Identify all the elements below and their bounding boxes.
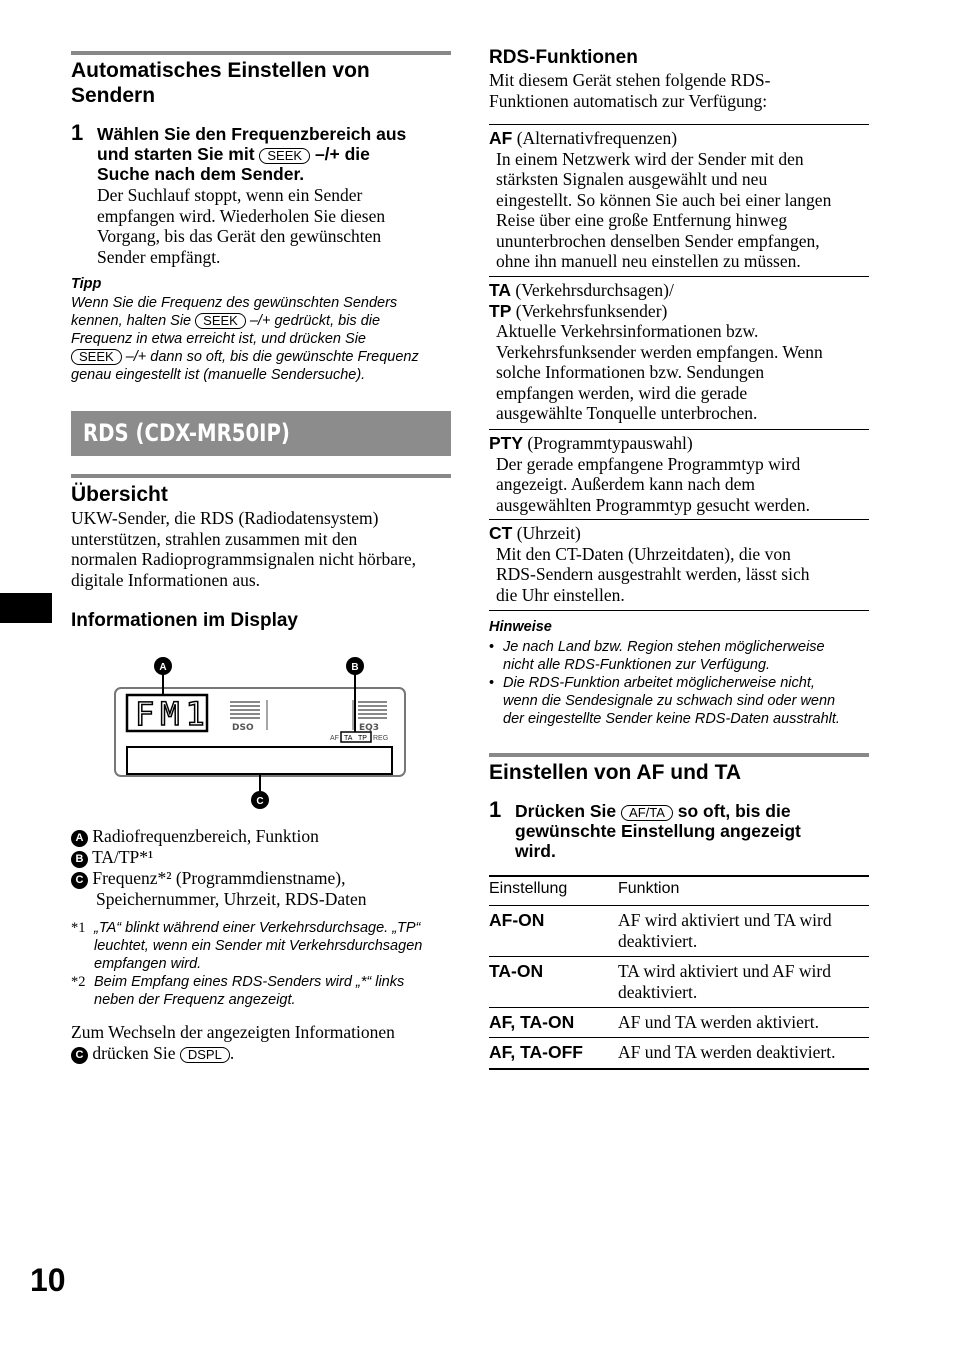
notes-title: Hinweise [489,619,552,635]
tip-text: Wenn Sie die Frequenz des gewünschten Senders kennen, halten Sie SEEK –/+ gedrückt, bis die Frequenz in etwa erreicht ist, und drücken Sie SEEK –/+ dann so oft, bis die gewünschte Frequenz genau eingestellt ist (manuelle Sendersuche). [71,295,419,383]
tip-title: Tipp [71,276,102,292]
dspl-key: DSPL [180,1047,230,1063]
heading-overview: Übersicht [71,483,168,506]
notes-list: • Je nach Land bzw. Region stehen möglicherweise nicht alle RDS-Funktionen zur Verfügung. • Die RDS-Funktion arbeitet möglicherweise nicht, wenn die Sendesignale zu schwach sind oder wenn der eingestellte Sender keine RDS-Daten ausstrahlt. [489,639,840,727]
rds-item-ct: CT (Uhrzeit) Mit den CT-Daten (Uhrzeitdaten), die von RDS-Sendern ausgestrahlt werden, lässt sich die Uhr einstellen. [489,523,810,605]
lcd-reg: REG [373,735,389,742]
banner-title: RDS (CDX-MR50IP) [83,419,290,447]
divider [489,124,869,125]
lcd-fm1: FM1 [135,695,211,733]
marker-a: A [71,830,88,847]
overview-body: UKW-Sender, die RDS (Radiodatensystem) unterstützen, strahlen zusammen mit den normalen Radioprogrammsignalen nicht hörbare, digitale Informationen aus. [71,508,417,590]
seek-key: SEEK [195,313,246,329]
marker-c: C [71,872,88,889]
seek-key: SEEK [259,148,310,164]
table-row-value: AF wird aktiviert und TA wird deaktiviert. [618,910,832,951]
rds-item-pty: PTY (Programmtypauswahl) Der gerade empfangene Programmtyp wird angezeigt. Außerdem kann nach dem ausgewählten Programmtyp gesucht werden. [489,433,810,515]
af-ta-key: AF/TA [621,805,673,821]
step-number: 1 [71,120,84,145]
section-rule [71,474,451,478]
callout-b: B [351,662,359,673]
step-number: 1 [489,797,502,822]
display-diagram [105,650,415,815]
lcd-ta: TA [344,735,353,742]
lcd-dso: DSO [232,723,254,733]
marker-b: B [71,851,88,868]
seek-key: SEEK [71,349,122,365]
table-row-key: AF-ON [489,910,545,930]
section-rule [489,753,869,757]
divider [489,276,869,277]
marker-c: C [71,1047,88,1064]
divider [489,610,869,611]
page-number: 10 [30,1262,66,1298]
table-header-setting: Einstellung [489,880,568,897]
table-row-key: AF, TA-ON [489,1012,575,1032]
callout-c: C [256,796,264,807]
table-header-function: Funktion [618,880,680,897]
table-row-value: AF und TA werden deaktiviert. [618,1042,836,1062]
lcd-tp: TP [358,735,367,742]
rds-intro: Mit diesem Gerät stehen folgende RDS- Funktionen automatisch zur Verfügung: [489,70,771,111]
step-instruction: Wählen Sie den Frequenzbereich aus und starten Sie mit SEEK –/+ die Suche nach dem Sender. [97,124,407,184]
heading-af-ta: Einstellen von AF und TA [489,761,741,784]
lcd-eq3: EQ3 [359,723,380,733]
lcd-af: AF [330,735,339,742]
section-rule [71,51,451,55]
callout-a: A [159,662,167,673]
table-row-value: AF und TA werden aktiviert. [618,1012,819,1032]
table-row-key: TA-ON [489,961,544,981]
heading-display-info: Informationen im Display [71,610,298,631]
rds-item-ta-tp: TA (Verkehrsdurchsagen)/ TP (Verkehrsfunksender) Aktuelle Verkehrsinformationen bzw. Verkehrsfunksender werden empfangen. Wenn solche Informationen bzw. Sendungen empfangen werden, wird die gerade ausgewählte Tonquelle unterbrochen. [489,280,823,423]
divider [489,429,869,430]
section-banner [71,411,451,456]
switch-info: Zum Wechseln der angezeigten Informationen C drücken Sie DSPL . [71,1022,395,1063]
rds-item-af: AF (Alternativfrequenzen) In einem Netzwerk wird der Sender mit den stärksten Signalen ausgewählt und neu eingestellt. So können Sie auch bei einer langen Reise über eine große Entfernung hinweg ununterbrochen denselben Sender empfangen, ohne ihn manuell neu einstellen zu müssen. [489,128,832,271]
step-body: Der Suchlauf stoppt, wenn ein Sender empfangen wird. Wiederholen Sie diesen Vorgang, bis das Gerät den gewünschten Sender empfängt. [97,185,386,267]
heading-rds-functions: RDS-Funktionen [489,47,638,68]
step-instruction: Drücken Sie AF/TA so oft, bis die gewünschte Einstellung angezeigt wird. [515,801,801,861]
table-row-value: TA wird aktiviert und AF wird deaktiviert. [618,961,831,1002]
table-row-key: AF, TA-OFF [489,1042,583,1062]
divider [489,519,869,520]
chapter-tab [0,593,52,623]
display-legend: A Radiofrequenzbereich, Funktion B TA/TP*¹ C Frequenz*² (Programmdienstname), Speichernummer, Uhrzeit, RDS-Daten [71,826,461,910]
heading-auto-tune: Automatisches Einstellen von Sendern [71,59,370,107]
footnotes: *1 „TA“ blinkt während einer Verkehrsdurchsage. „TP“ leuchtet, wenn ein Sender mit Verkehrsdurchsagen empfangen wird. *2 Beim Empfang eines RDS-Senders wird „*“ links neben der Frequenz angezeigt. [71,920,423,1008]
